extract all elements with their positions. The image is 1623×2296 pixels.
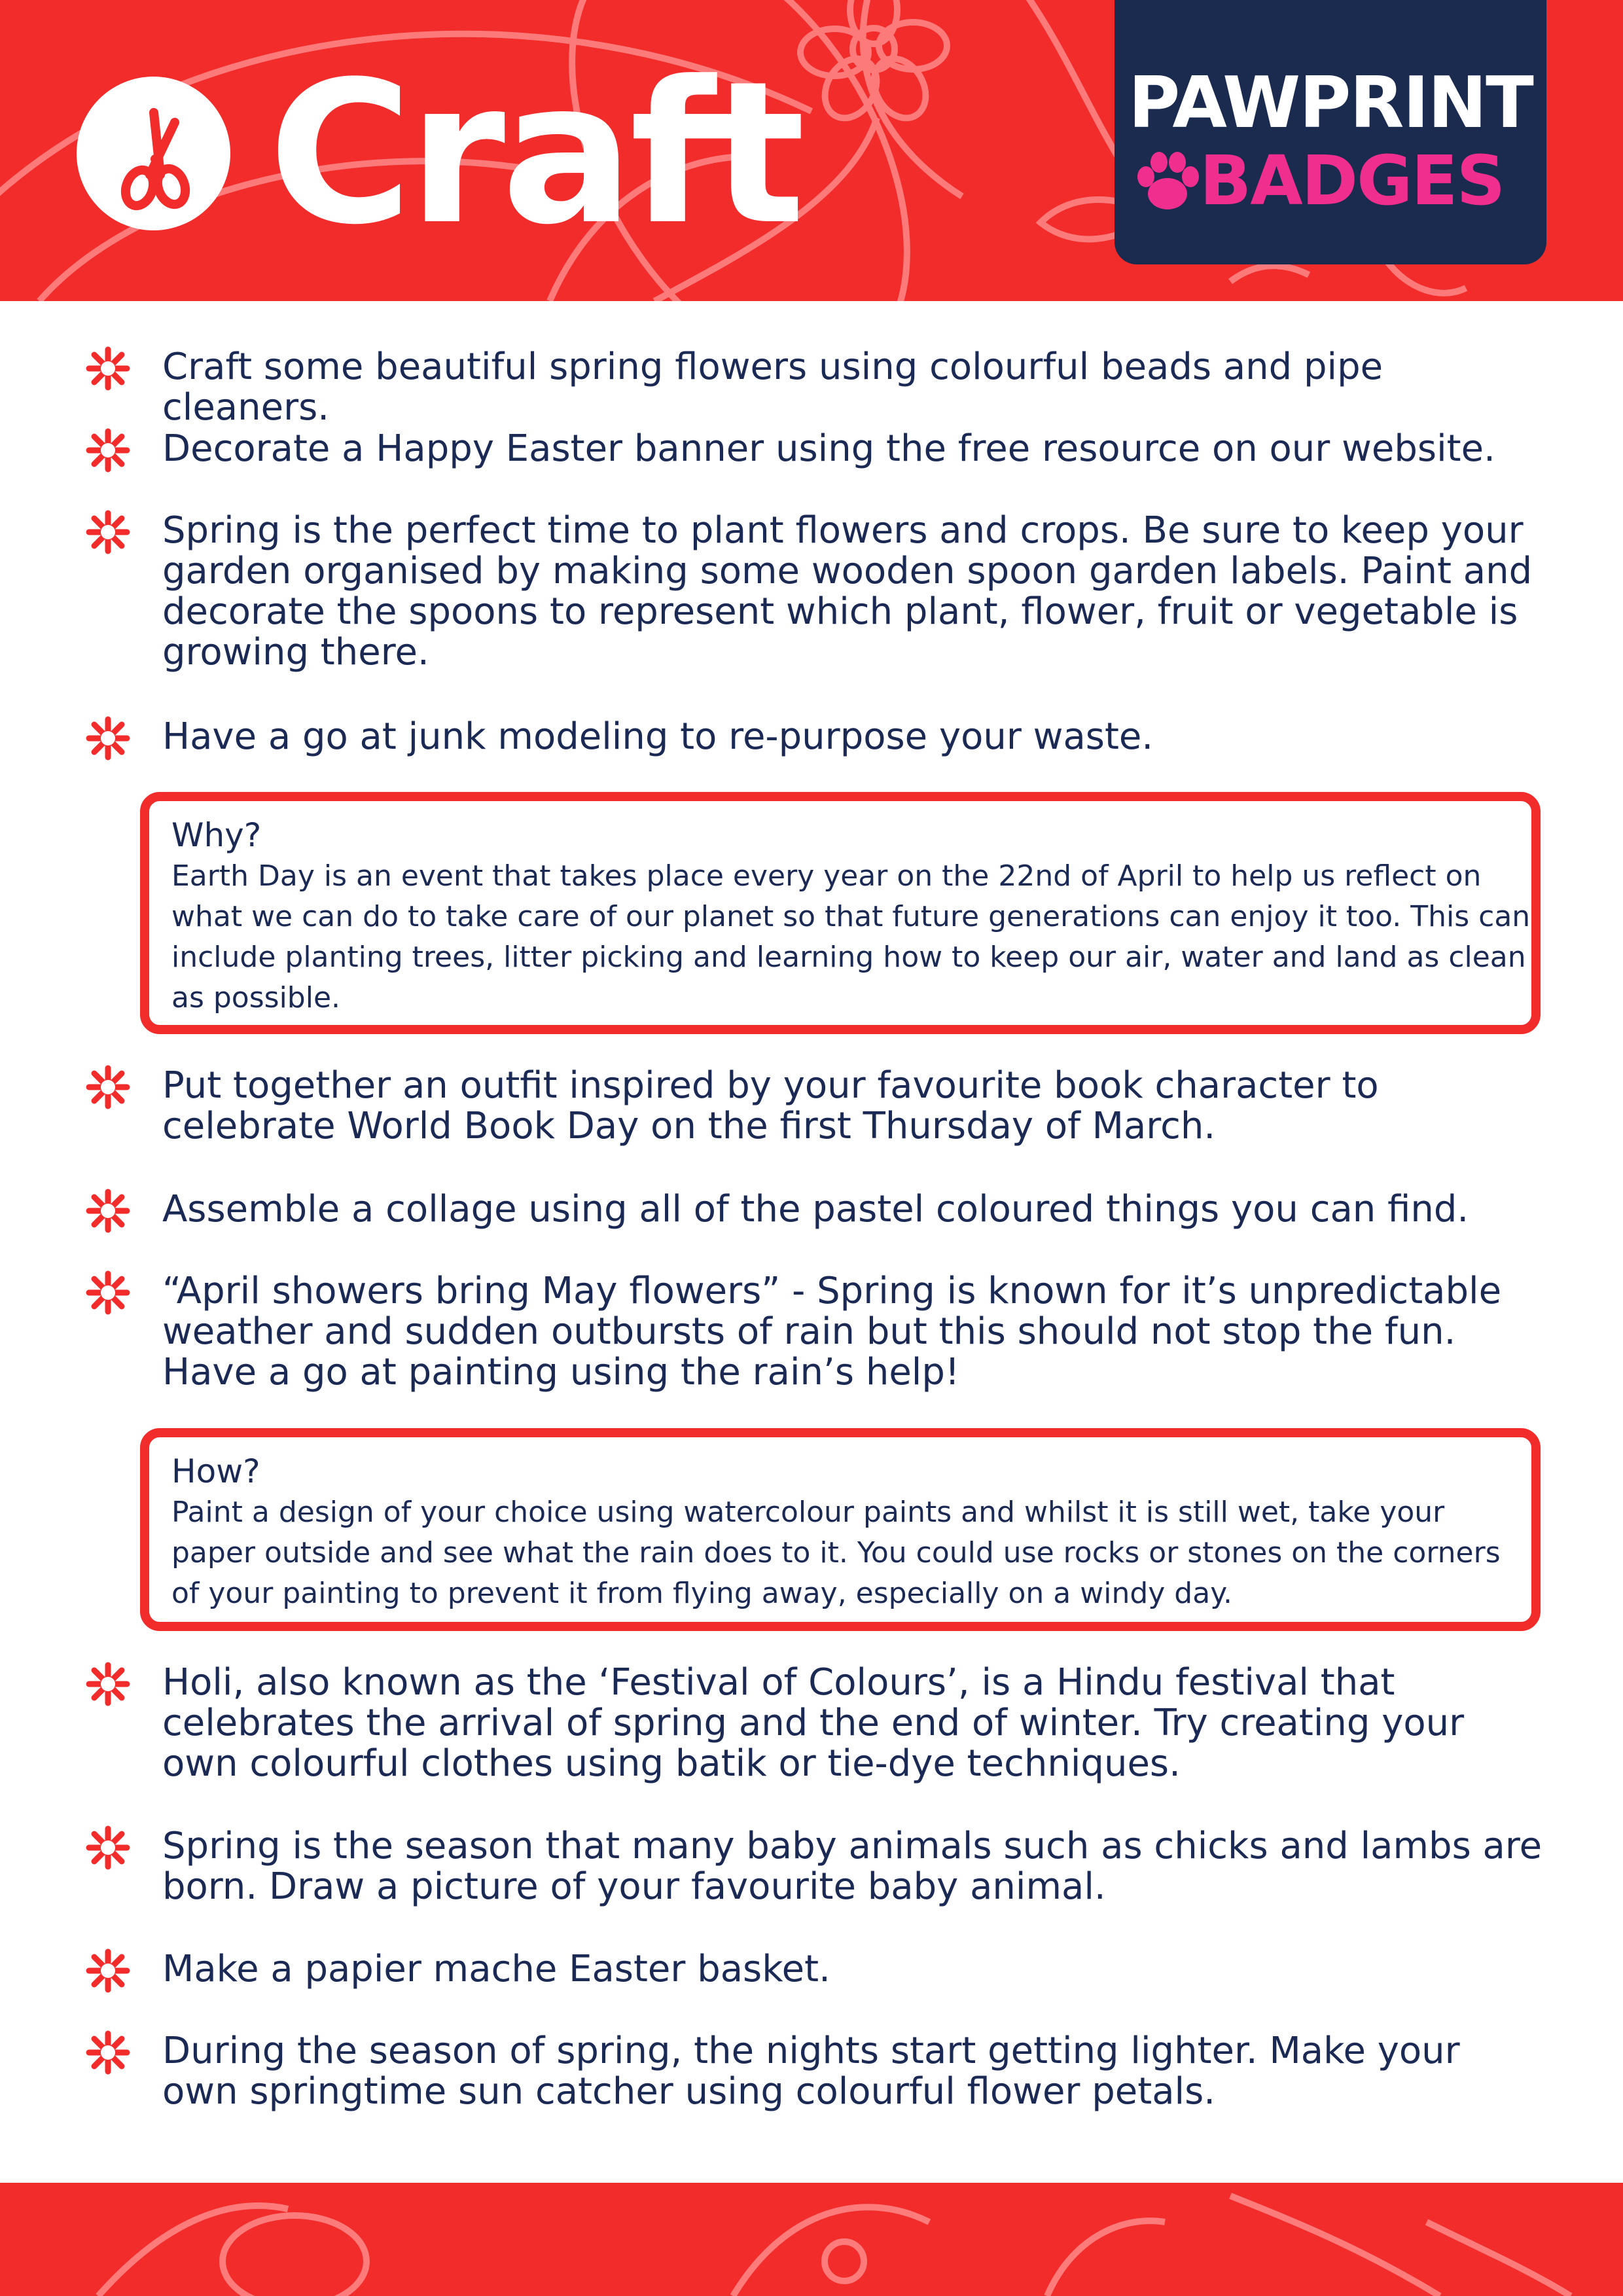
bullet-asterisk-icon (85, 346, 131, 391)
bullet-asterisk-icon (85, 1948, 131, 1994)
item-text: Holi, also known as the ‘Festival of Colours’, is a Hindu festival that celebrates the arrival of spring and the end of winter. Try creating your own colourful clothes using batik or tie-dye techniques. (162, 1661, 1465, 1785)
page-title: Craft (268, 39, 802, 268)
item-text: Craft some beautiful spring flowers using colourful beads and pipe cleaners. (162, 346, 1383, 429)
box-text: Paint a design of your choice using watercolour paints and whilst it is still wet, take your paper outside and see what the rain does to it. You could use rocks or stones on the corners of your painting to prevent it from flying away, especially on a windy day. (171, 1496, 1501, 1610)
why-info-box (140, 792, 1541, 1034)
box-text: Earth Day is an event that takes place every year on the 22nd of April to help us reflect on what we can do to take care of our planet so that future generations can enjoy it too. This can include planting trees, litter picking and learning how to keep our air, water and land as clean as possible. (171, 859, 1531, 1014)
floral-decoration (0, 2183, 1623, 2296)
brand-name-line2: BADGES (1200, 141, 1505, 221)
bullet-asterisk-icon (85, 715, 131, 761)
item-text: Have a go at junk modeling to re-purpose your waste. (162, 715, 1154, 758)
box-heading: Why? (171, 816, 262, 854)
item-text: Spring is the perfect time to plant flowers and crops. Be sure to keep your garden organised by making some wooden spoon garden labels. Paint and decorate the spoons to represent which plant, flower, fruit or vegetable is growing there. (162, 509, 1533, 673)
item-text: During the season of spring, the nights start getting lighter. Make your own springtime sun catcher using colourful flower petals. (162, 2030, 1460, 2113)
item-text: Put together an outfit inspired by your favourite book character to celebrate World Book Day on the first Thursday of March. (162, 1064, 1379, 1147)
item-text: Make a papier mache Easter basket. (162, 1948, 830, 1990)
bullet-asterisk-icon (85, 2030, 131, 2075)
paw-icon (1132, 149, 1204, 215)
pawprint-badges-logo (1115, 0, 1546, 264)
how-info-box (140, 1428, 1541, 1631)
brand-name-line1: PAWPRINT (1128, 62, 1533, 144)
bullet-asterisk-icon (85, 509, 131, 555)
item-text: “April showers bring May flowers” - Spring is known for it’s unpredictable weather and sudden outbursts of rain but this should not stop the fun. Have a go at painting using the rain’s help! (162, 1270, 1502, 1393)
item-text: Assemble a collage using all of the pastel coloured things you can find. (162, 1188, 1469, 1230)
header-banner (0, 0, 1623, 301)
bullet-asterisk-icon (85, 1825, 131, 1871)
item-text: Decorate a Happy Easter banner using the free resource on our website. (162, 427, 1495, 470)
scissors-icon (77, 77, 230, 230)
box-heading: How? (171, 1452, 260, 1490)
bullet-asterisk-icon (85, 427, 131, 473)
bullet-asterisk-icon (85, 1188, 131, 1234)
bullet-asterisk-icon (85, 1661, 131, 1707)
bullet-asterisk-icon (85, 1064, 131, 1110)
bullet-asterisk-icon (85, 1270, 131, 1316)
footer-banner (0, 2183, 1623, 2296)
item-text: Spring is the season that many baby animals such as chicks and lambs are born. Draw a picture of your favourite baby animal. (162, 1825, 1543, 1908)
